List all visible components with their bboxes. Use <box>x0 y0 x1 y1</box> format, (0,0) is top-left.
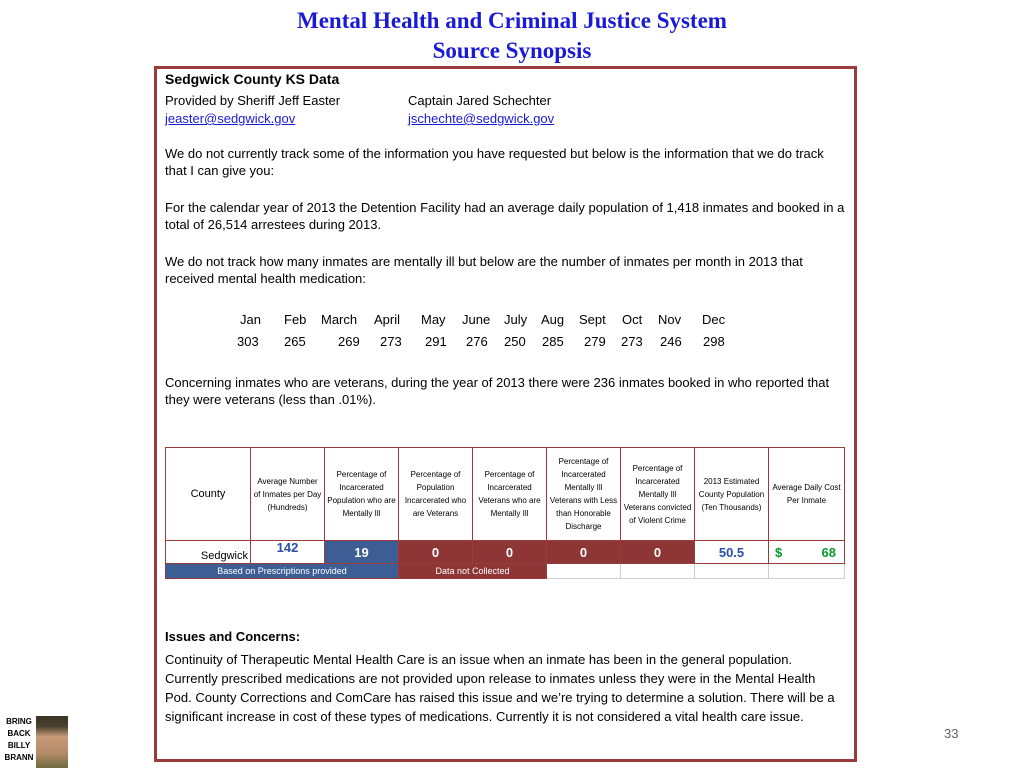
month-label: Feb <box>284 312 307 327</box>
empty-cell <box>769 564 845 579</box>
note-not-collected: Data not Collected <box>399 564 547 579</box>
soldier-photo <box>36 716 68 768</box>
empty-cell <box>621 564 695 579</box>
issues-heading: Issues and Concerns: <box>165 629 301 644</box>
month-value: 279 <box>584 334 606 349</box>
paragraph-medication: We do not track how many inmates are mentally ill but below are the number of inmates per month in 2013 that received mental health medication: <box>165 254 803 286</box>
month-value: 285 <box>542 334 564 349</box>
month-label: Aug <box>541 312 565 327</box>
header-pct-mentally-ill: Percentage of Incarcerated Population who are Mentally Ill <box>325 448 399 541</box>
data-table <box>165 447 845 579</box>
empty-cell <box>695 564 769 579</box>
month-label: May <box>421 312 446 327</box>
month-label: June <box>462 312 491 327</box>
header-pct-veterans: Percentage of Population Incarcerated who are Veterans <box>399 448 473 541</box>
month-label: March <box>321 312 358 327</box>
cell-county: Sedgwick <box>166 541 251 564</box>
month-value: 273 <box>380 334 402 349</box>
table-notes-row <box>166 564 845 579</box>
month-label: July <box>504 312 528 327</box>
bring-back-billy-logo <box>0 714 68 768</box>
header-pct-less-honorable: Percentage of Incarcerated Mentally Ill Veterans with Less than Honorable Discharge <box>547 448 621 541</box>
month-label: Jan <box>240 312 261 327</box>
email-link-captain[interactable]: jschechte@sedgwick.gov <box>408 111 555 126</box>
month-value: 276 <box>466 334 488 349</box>
header-pct-vet-mentally-ill: Percentage of Incarcerated Veterans who are Mentally Ill <box>473 448 547 541</box>
cost-value: 68 <box>821 544 836 560</box>
month-value: 265 <box>284 334 306 349</box>
month-value: 291 <box>425 334 447 349</box>
month-value: 250 <box>504 334 526 349</box>
provided-by-text: Provided by Sheriff Jeff Easter <box>165 93 341 108</box>
month-value: 246 <box>660 334 682 349</box>
month-label: Sept <box>579 312 606 327</box>
cell-avg-inmates: 142 <box>251 541 325 564</box>
paragraph-veterans: Concerning inmates who are veterans, during the year of 2013 there were 236 inmates booked in who reported that they were veterans (less than .01%). <box>165 375 830 407</box>
month-label: Oct <box>622 312 643 327</box>
table-row <box>166 541 845 564</box>
issues-paragraph: Continuity of Therapeutic Mental Health Care is an issue when an inmate has been in the general population. Currently prescribed medications are not provided upon release to inmates unless they were in the Mental Health Pod. County Corrections and ComCare has raised this issue and we’re trying to determine a solution. There will be a significant increase in cost of these types of medications. Currently it is not considered a vital health care issue. <box>165 652 835 724</box>
month-value: 298 <box>703 334 725 349</box>
note-prescriptions: Based on Prescriptions provided <box>166 564 399 579</box>
page-title-line-1: Mental Health and Criminal Justice System <box>297 8 727 33</box>
captain-name-text: Captain Jared Schechter <box>408 93 552 108</box>
cell-pct-veterans: 0 <box>399 541 473 564</box>
logo-line: BILLY <box>7 741 31 750</box>
empty-cell <box>547 564 621 579</box>
cost-currency-symbol: $ <box>775 544 783 560</box>
section-heading: Sedgwick County KS Data <box>165 71 340 87</box>
cell-pct-violent: 0 <box>621 541 695 564</box>
header-population: 2013 Estimated County Population (Ten Thousands) <box>695 448 769 541</box>
cell-pct-less-honorable: 0 <box>547 541 621 564</box>
cell-pct-vet-mentally-ill: 0 <box>473 541 547 564</box>
month-label: Dec <box>702 312 726 327</box>
logo-line: BRING <box>6 717 32 726</box>
cell-population: 50.5 <box>695 541 769 564</box>
logo-line: BRANN <box>4 753 34 762</box>
header-daily-cost: Average Daily Cost Per Inmate <box>769 448 845 541</box>
month-value: 303 <box>237 334 259 349</box>
month-label: Nov <box>658 312 682 327</box>
month-label: April <box>374 312 401 327</box>
header-pct-violent: Percentage of Incarcerated Mentally Ill Veterans convicted of Violent Crime <box>621 448 695 541</box>
header-county: County <box>166 448 251 541</box>
month-value: 269 <box>338 334 360 349</box>
month-value: 273 <box>621 334 643 349</box>
logo-text <box>2 716 36 764</box>
header-avg-inmates: Average Number of Inmates per Day (Hundreds) <box>251 448 325 541</box>
cell-pct-mentally-ill: 19 <box>325 541 399 564</box>
page-number: 33 <box>944 726 959 741</box>
paragraph-tracking: We do not currently track some of the information you have requested but below is the information that we do track that I can give you: <box>165 146 824 178</box>
table-header-row <box>166 448 845 541</box>
cell-daily-cost <box>769 541 845 564</box>
page-title-line-2: Source Synopsis <box>432 38 592 63</box>
email-link-sheriff[interactable]: jeaster@sedgwick.gov <box>165 111 296 126</box>
paragraph-population: For the calendar year of 2013 the Detention Facility had an average daily population of 1,418 inmates and booked in a total of 26,514 arrestees during 2013. <box>165 200 845 232</box>
logo-line: BACK <box>7 729 31 738</box>
